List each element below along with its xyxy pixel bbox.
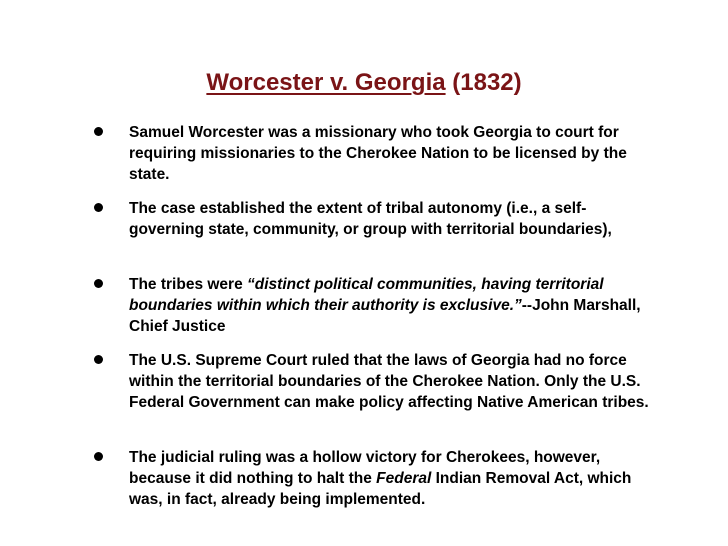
bullet-text — [129, 447, 654, 510]
bullet-text: The case established the extent of tribal autonomy (i.e., a self-governing state, community, or group with territorial boundaries), — [129, 200, 612, 238]
bullet-lead-text: The tribes were — [129, 276, 248, 293]
federal-emphasis: Federal — [376, 470, 432, 487]
case-name: Worcester v. Georgia — [206, 69, 446, 96]
bullet-dot-icon — [94, 203, 103, 212]
case-year: (1832) — [452, 69, 522, 96]
bullet-text — [129, 274, 654, 337]
bullet-dot-icon — [94, 355, 103, 364]
bullet-dot-icon — [94, 279, 103, 288]
bullet-lead-text: The judicial ruling was a hollow victory for Cherokees, however, because it did nothing to halt the — [129, 449, 601, 487]
bullet-tail-text: Indian Removal Act, which was, in fact, already being implemented. — [129, 470, 632, 508]
bullet-text: Samuel Worcester was a missionary who took Georgia to court for requiring missionaries to the Cherokee Nation to be licensed by the state. — [129, 124, 627, 183]
bullet-dot-icon — [94, 452, 103, 461]
slide-title — [0, 66, 728, 100]
bullet-dot-icon — [94, 127, 103, 136]
bullet-text: The U.S. Supreme Court ruled that the laws of Georgia had no force within the territorial boundaries of the Cherokee Nation. Only the U.S. Federal Government can make policy affecting Native American tribes. — [129, 352, 649, 411]
quote-attribution: --John Marshall, Chief Justice — [129, 297, 641, 335]
marshall-quote: “distinct political communities, having territorial boundaries within which their authority is exclusive.” — [129, 276, 604, 314]
